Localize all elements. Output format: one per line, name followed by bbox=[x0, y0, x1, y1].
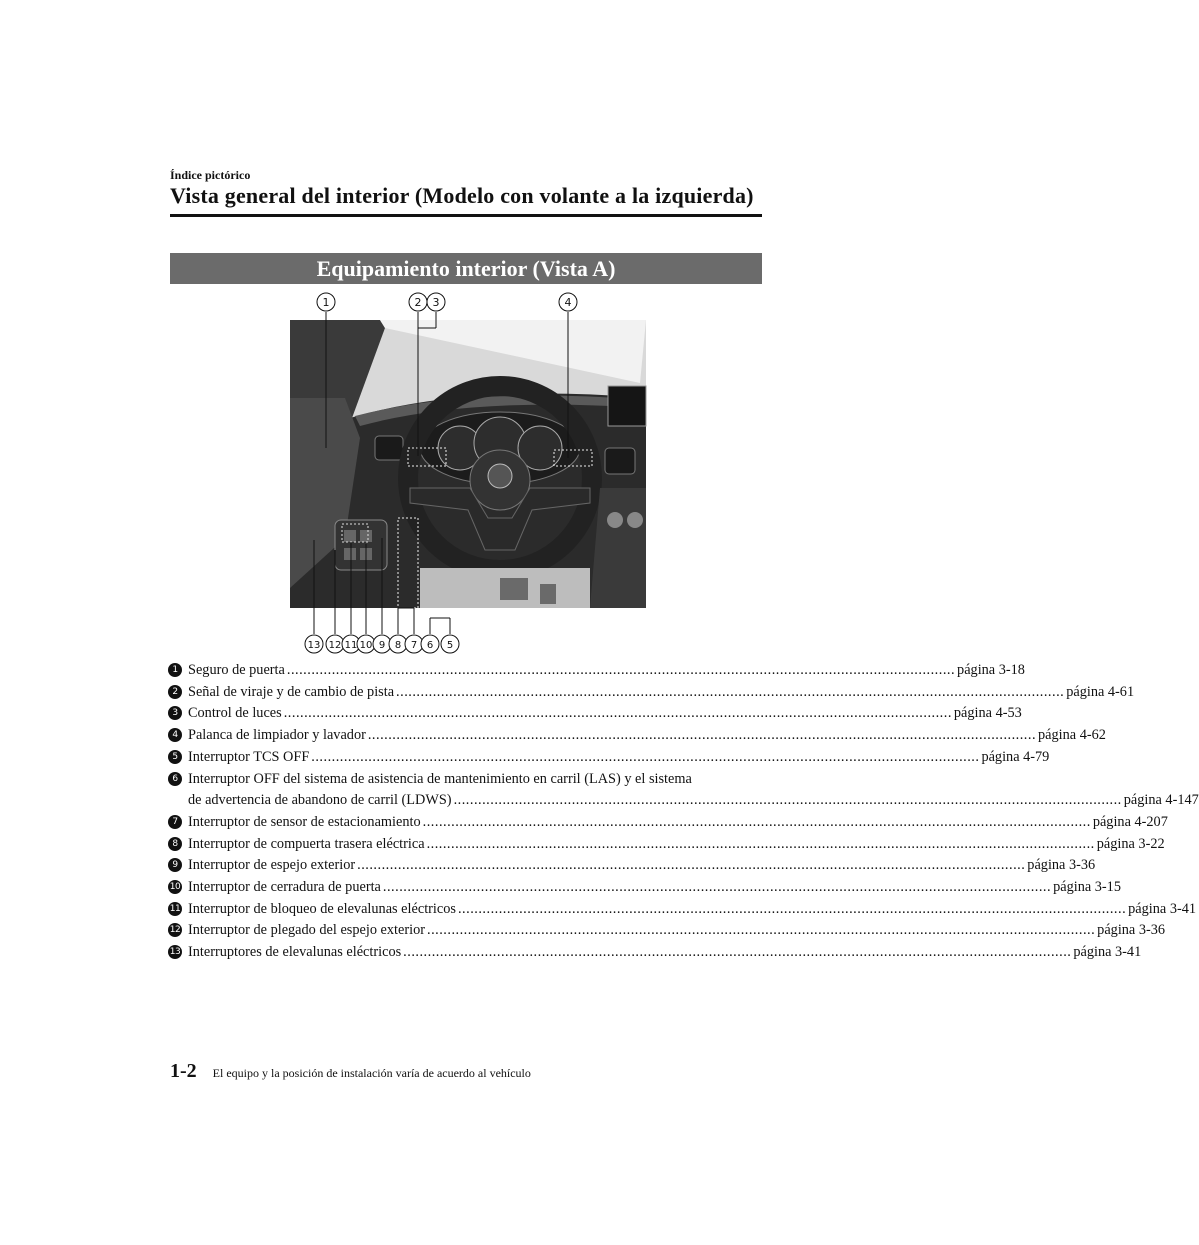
console-knob-b bbox=[627, 512, 643, 528]
item-label: Interruptor de bloqueo de elevalunas eléctricos bbox=[188, 900, 456, 917]
item-number-badge: 6 bbox=[168, 772, 182, 786]
list-item: 13 Interruptores de elevalunas eléctricos .................................................................................................................................................................... página 3-41 bbox=[168, 942, 764, 964]
footer-note: El equipo y la posición de instalación varía de acuerdo al vehículo bbox=[212, 1066, 531, 1080]
item-number-badge: 9 bbox=[168, 858, 182, 872]
callout-7: 7 bbox=[410, 640, 418, 651]
list-item: 7 Interruptor de sensor de estacionamiento .................................................................................................................................................................... página 4-207 bbox=[168, 812, 764, 834]
item-page-link[interactable]: página 4-79 bbox=[981, 748, 1050, 765]
callout-1: 1 bbox=[322, 296, 330, 309]
list-item: 11 Interruptor de bloqueo de elevalunas eléctricos .................................................................................................................................................................... página 3-41 bbox=[168, 899, 764, 921]
item-number-badge: 10 bbox=[169, 882, 181, 893]
item-page-link[interactable]: página 3-41 bbox=[1073, 944, 1142, 961]
item-label: Seguro de puerta bbox=[188, 662, 285, 678]
item-number-badge: 7 bbox=[168, 815, 182, 829]
page-number: 1-2 bbox=[170, 1060, 197, 1082]
console-knob-a bbox=[607, 512, 623, 528]
item-page-link[interactable]: página 3-36 bbox=[1097, 922, 1166, 939]
item-number-badge: 8 bbox=[168, 837, 182, 851]
item-label: Control de luces bbox=[188, 705, 282, 722]
item-label: Señal de viraje y de cambio de pista bbox=[188, 683, 395, 700]
list-item: 6 Interruptor OFF del sistema de asistencia de mantenimiento en carril (LAS) y el sistema de advertencia de abandono de carril (LDWS) .................................................................................................................................................................... página 4-147 bbox=[168, 769, 764, 812]
item-page-link[interactable]: página 3-18 bbox=[957, 662, 1025, 678]
item-page-link[interactable]: página 4-61 bbox=[1066, 683, 1135, 700]
item-list bbox=[168, 660, 1199, 964]
item-page-link[interactable]: página 3-36 bbox=[1027, 857, 1096, 874]
callout-9: 9 bbox=[378, 640, 386, 651]
list-item: 1 Seguro de puerta .................................................................................................................................................................... página 3-18 bbox=[168, 660, 764, 682]
item-number-badge: 12 bbox=[169, 925, 181, 936]
item-page-link[interactable]: página 3-15 bbox=[1053, 879, 1121, 896]
callouts-top bbox=[317, 293, 577, 311]
item-page-link[interactable]: página 3-22 bbox=[1096, 835, 1165, 852]
item-label: Interruptor OFF del sistema de asistencia de mantenimiento en carril (LAS) y el sistema bbox=[188, 770, 692, 787]
right-vent bbox=[605, 448, 635, 474]
list-item: 2 Señal de viraje y de cambio de pista .................................................................................................................................................................... página 4-61 bbox=[168, 682, 764, 704]
item-number-badge: 11 bbox=[169, 903, 181, 914]
list-item: 9 Interruptor de espejo exterior .................................................................................................................................................................... página 3-36 bbox=[168, 855, 764, 877]
item-label: Palanca de limpiador y lavador bbox=[188, 727, 366, 744]
item-page-link[interactable]: página 3-41 bbox=[1128, 900, 1197, 917]
callout-11: 11 bbox=[344, 640, 358, 651]
callouts-bottom bbox=[305, 635, 459, 653]
section-label: Índice pictórico bbox=[170, 168, 251, 182]
callout-6: 6 bbox=[426, 640, 434, 651]
item-number-badge: 2 bbox=[168, 685, 182, 699]
item-label: Interruptor de espejo exterior bbox=[188, 857, 356, 874]
window-switch-panel bbox=[335, 520, 387, 570]
interior-figure bbox=[170, 288, 762, 660]
item-page-link[interactable]: página 4-62 bbox=[1038, 727, 1106, 744]
page-title: Vista general del interior (Modelo con volante a la izquierda) bbox=[170, 183, 754, 208]
item-label: Interruptor TCS OFF bbox=[188, 748, 310, 765]
item-number-badge: 4 bbox=[168, 728, 182, 742]
callout-10: 10 bbox=[359, 640, 373, 651]
item-number-badge: 1 bbox=[168, 663, 182, 677]
item-page-link[interactable]: página 4-207 bbox=[1092, 813, 1168, 830]
list-item: 5 Interruptor TCS OFF .................................................................................................................................................................... página 4-79 bbox=[168, 747, 764, 769]
title-rule bbox=[170, 214, 762, 217]
window-switch-b bbox=[360, 530, 372, 542]
list-item: 10 Interruptor de cerradura de puerta .................................................................................................................................................................... página 3-15 bbox=[168, 877, 764, 899]
item-label: Interruptor de compuerta trasera eléctrica bbox=[188, 835, 425, 852]
item-number-badge: 13 bbox=[169, 947, 181, 958]
callout-4: 4 bbox=[564, 296, 572, 309]
steering-wheel-logo bbox=[488, 464, 512, 488]
interior-illustration bbox=[170, 288, 762, 660]
page-footer bbox=[170, 1060, 531, 1083]
item-label: Interruptores de elevalunas eléctricos bbox=[188, 944, 402, 961]
item-label: Interruptor de cerradura de puerta bbox=[188, 879, 381, 896]
center-display bbox=[608, 386, 646, 426]
callout-8: 8 bbox=[394, 640, 402, 651]
window-switch-a bbox=[344, 530, 356, 542]
item-label: Interruptor de sensor de estacionamiento bbox=[188, 813, 421, 830]
list-item: 12 Interruptor de plegado del espejo exterior .................................................................................................................................................................... página 3-36 bbox=[168, 920, 764, 942]
item-label: Interruptor de plegado del espejo exterior bbox=[188, 922, 425, 939]
callout-2: 2 bbox=[414, 296, 422, 309]
left-vent bbox=[375, 436, 403, 460]
list-item: 3 Control de luces .................................................................................................................................................................... página 4-53 bbox=[168, 703, 764, 725]
callout-12: 12 bbox=[328, 640, 342, 651]
item-label-continued: de advertencia de abandono de carril (LDWS) bbox=[188, 792, 452, 809]
item-page-link[interactable]: página 4-53 bbox=[953, 705, 1022, 722]
callout-13: 13 bbox=[307, 640, 321, 651]
list-item: 8 Interruptor de compuerta trasera eléctrica .................................................................................................................................................................... página 3-22 bbox=[168, 834, 764, 856]
pedal-left bbox=[500, 578, 528, 600]
item-number-badge: 3 bbox=[168, 706, 182, 720]
callout-5: 5 bbox=[446, 640, 454, 651]
callout-3: 3 bbox=[432, 296, 440, 309]
pedal-right bbox=[540, 584, 556, 604]
section-banner: Equipamiento interior (Vista A) bbox=[170, 253, 762, 284]
item-number-badge: 5 bbox=[168, 750, 182, 764]
window-switch-c bbox=[344, 548, 356, 560]
list-item: 4 Palanca de limpiador y lavador .................................................................................................................................................................... página 4-62 bbox=[168, 725, 764, 747]
item-page-link[interactable]: página 4-147 bbox=[1123, 792, 1199, 809]
